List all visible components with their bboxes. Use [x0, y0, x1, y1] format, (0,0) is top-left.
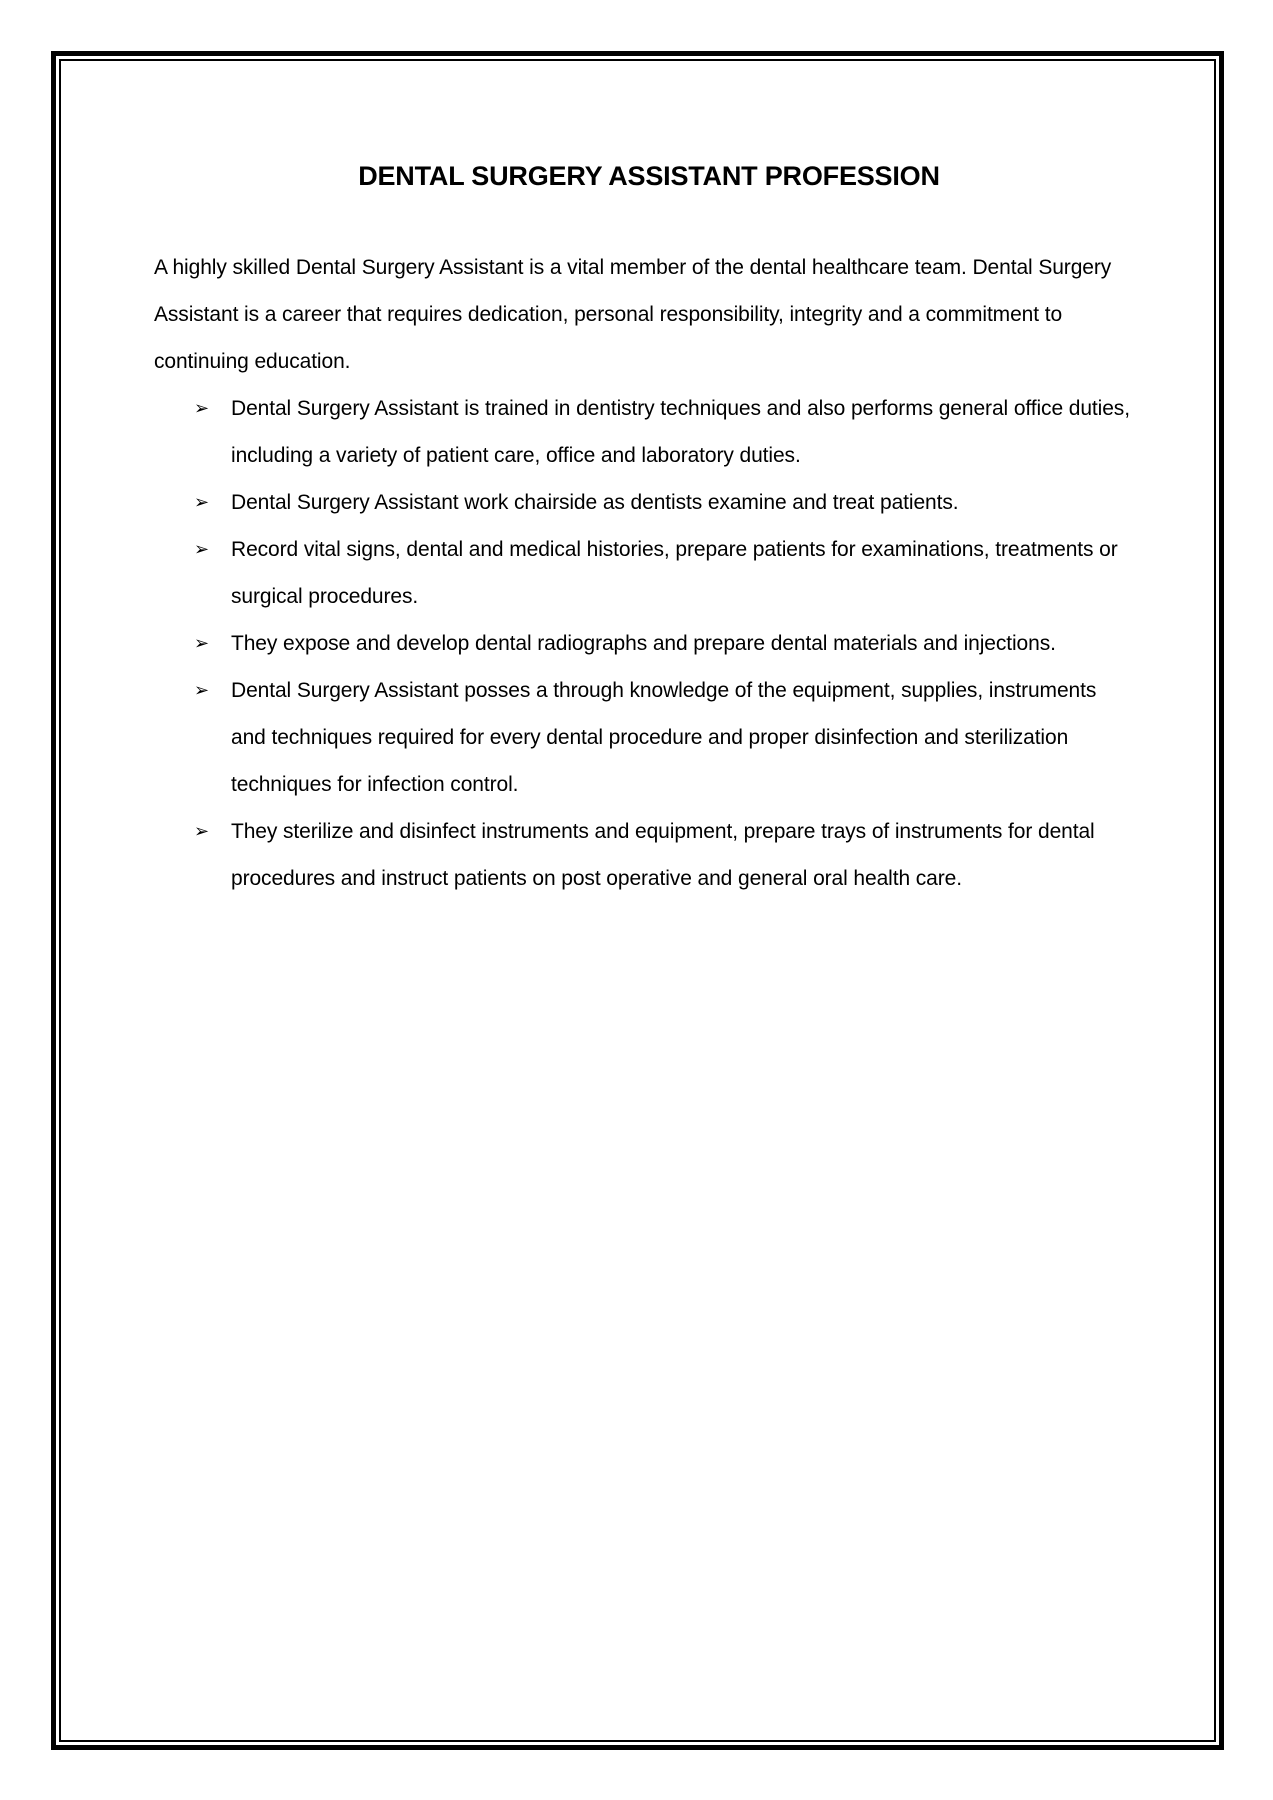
- arrowhead-bullet-icon: ➢: [194, 633, 209, 653]
- bullet-text: Dental Surgery Assistant work chairside as dentists examine and treat patients.: [231, 491, 959, 514]
- bullet-text: They sterilize and disinfect instruments and equipment, prepare trays of instruments for dental procedures and instruct patients on post operative and general oral health care.: [231, 820, 1095, 890]
- bullet-item: [154, 808, 1134, 902]
- bullet-list: [154, 385, 1134, 902]
- intro-paragraph: A highly skilled Dental Surgery Assistant is a vital member of the dental healthcare team. Dental Surgery Assistant is a career that requires dedication, personal responsibility, integrity and a commitment to continuing education.: [154, 256, 1112, 373]
- bullet-text: They expose and develop dental radiographs and prepare dental materials and injections.: [231, 632, 1056, 655]
- bullet-item: [154, 620, 1134, 667]
- arrowhead-bullet-icon: ➢: [194, 398, 209, 418]
- bullet-text: Dental Surgery Assistant is trained in dentistry techniques and also performs general office duties, including a variety of patient care, office and laboratory duties.: [231, 397, 1130, 467]
- document-title: DENTAL SURGERY ASSISTANT PROFESSION: [358, 161, 940, 191]
- arrowhead-bullet-icon: ➢: [194, 680, 209, 700]
- bullet-item: [154, 526, 1134, 620]
- bullet-text: Dental Surgery Assistant posses a through knowledge of the equipment, supplies, instruments and techniques required for every dental procedure and proper disinfection and sterilization techniques for infection control.: [231, 679, 1097, 796]
- bullet-item: [154, 667, 1134, 808]
- bullet-item: [154, 385, 1134, 479]
- bullet-text: Record vital signs, dental and medical histories, prepare patients for examinations, treatments or surgical procedures.: [231, 538, 1118, 608]
- bullet-item: [154, 479, 1134, 526]
- arrowhead-bullet-icon: ➢: [194, 821, 209, 841]
- arrowhead-bullet-icon: ➢: [194, 492, 209, 512]
- document-body: [154, 158, 1134, 902]
- arrowhead-bullet-icon: ➢: [194, 539, 209, 559]
